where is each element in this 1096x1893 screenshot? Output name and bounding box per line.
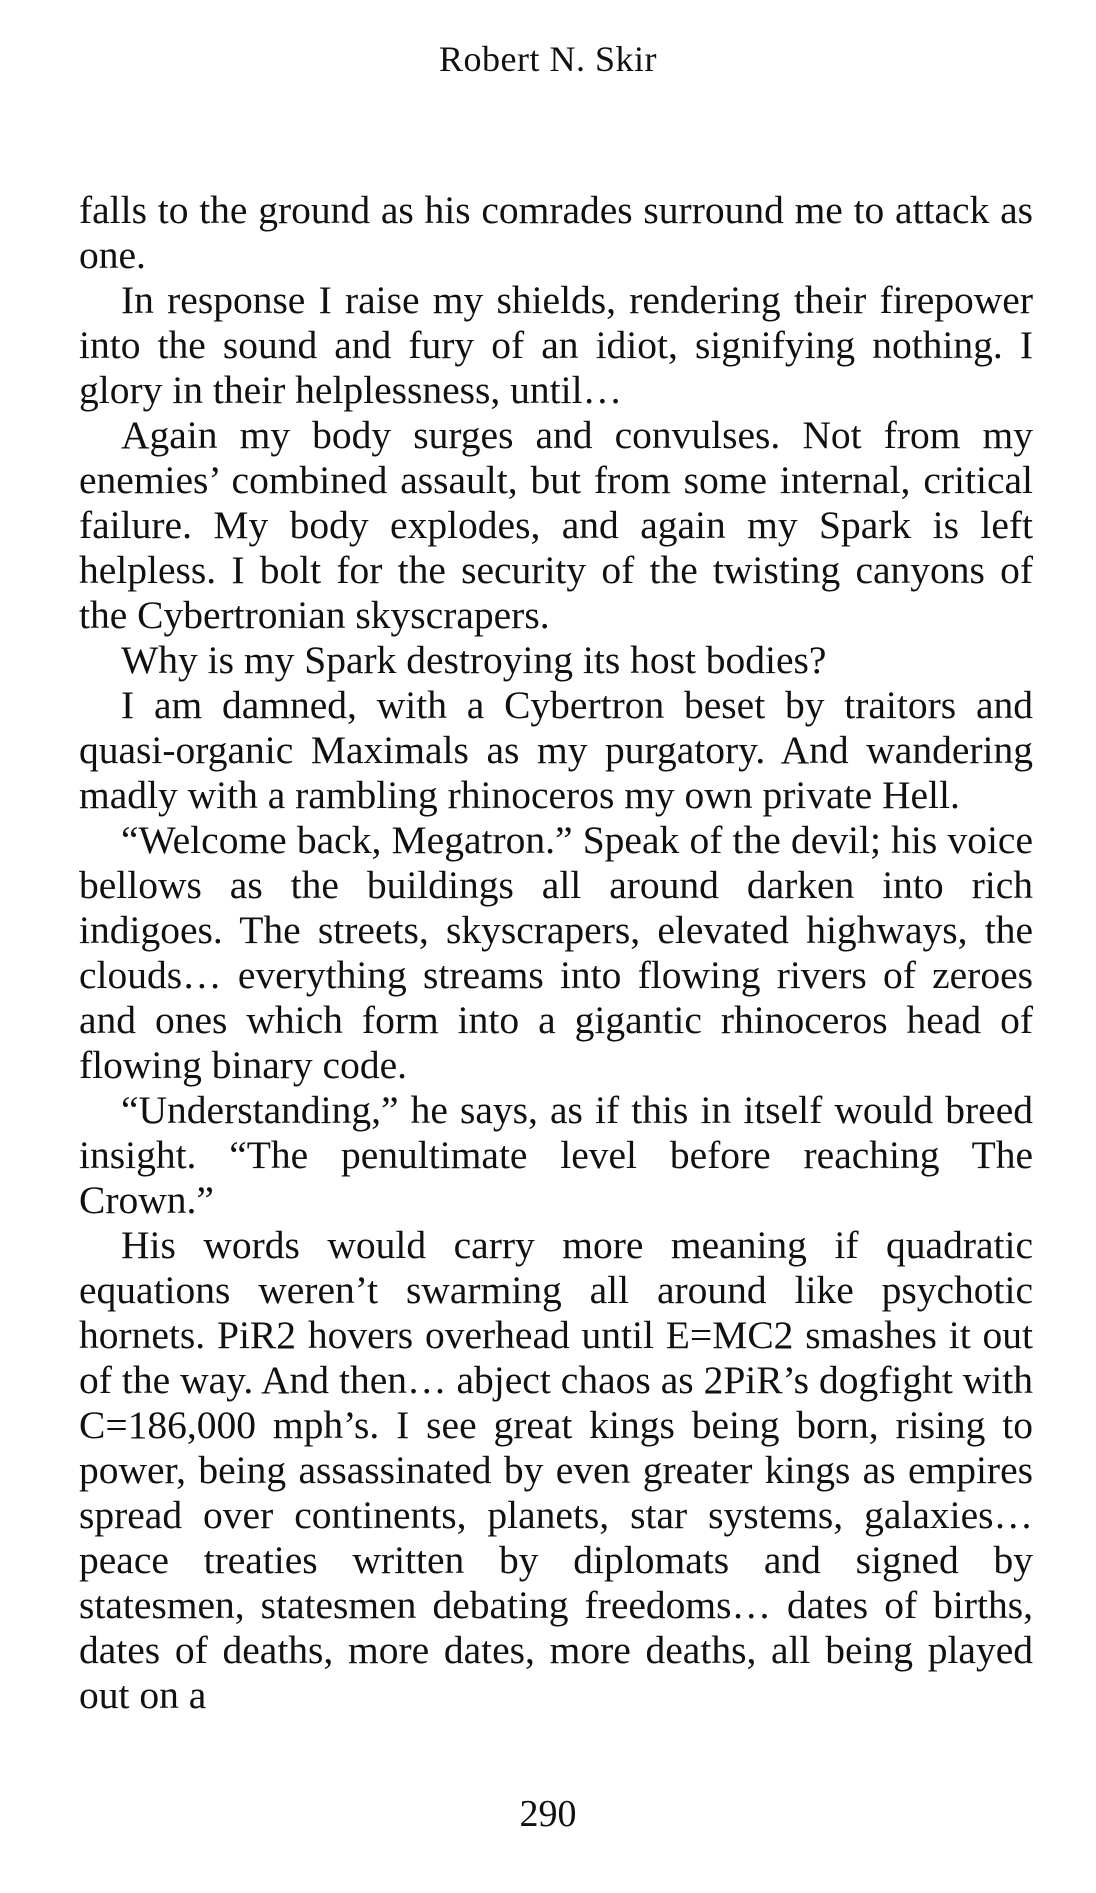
paragraph-1: falls to the ground as his comrades surround me to attack as one.: [79, 188, 1033, 277]
paragraph-6: “Welcome back, Megatron.” Speak of the devil; his voice bellows as the buildings all around darken into rich indigoes. The streets, skyscrapers, elevated highways, the clouds… everything streams into flowing rivers of zeroes and ones which form into a gigantic rhinoceros head of flowing binary code.: [79, 818, 1033, 1087]
paragraph-7: “Understanding,” he says, as if this in itself would breed insight. “The penultimate level before reaching The Crown.”: [79, 1088, 1033, 1222]
paragraph-4: Why is my Spark destroying its host bodies?: [121, 638, 827, 682]
paragraph-5: I am damned, with a Cybertron beset by traitors and quasi-organic Maximals as my purgatory. And wandering madly with a rambling rhinoceros my own private Hell.: [79, 683, 1033, 817]
running-head-author: Robert N. Skir: [439, 39, 657, 79]
paragraph-2: In response I raise my shields, rendering their firepower into the sound and fury of an idiot, signifying nothing. I glory in their helplessness, until…: [79, 278, 1033, 412]
page-number: 290: [519, 1793, 577, 1835]
paragraph-8: His words would carry more meaning if quadratic equations weren’t swarming all around like psychotic hornets. PiR2 hovers overhead until E=MC2 smashes it out of the way. And then… abject chaos as 2PiR’s dogfight with C=186,000 mph’s. I see great kings being born, rising to power, being assassinated by even greater kings as empires spread over continents, planets, star systems, galaxies… peace treaties written by diplomats and signed by statesmen, statesmen debating freedoms… dates of births, dates of deaths, more dates, more deaths, all being played out on a: [79, 1223, 1033, 1717]
body-text: [79, 188, 1033, 1718]
paragraph-3: Again my body surges and convulses. Not from my enemies’ combined assault, but from some internal, critical failure. My body explodes, and again my Spark is left helpless. I bolt for the security of the twisting canyons of the Cybertronian skyscrapers.: [79, 413, 1033, 637]
